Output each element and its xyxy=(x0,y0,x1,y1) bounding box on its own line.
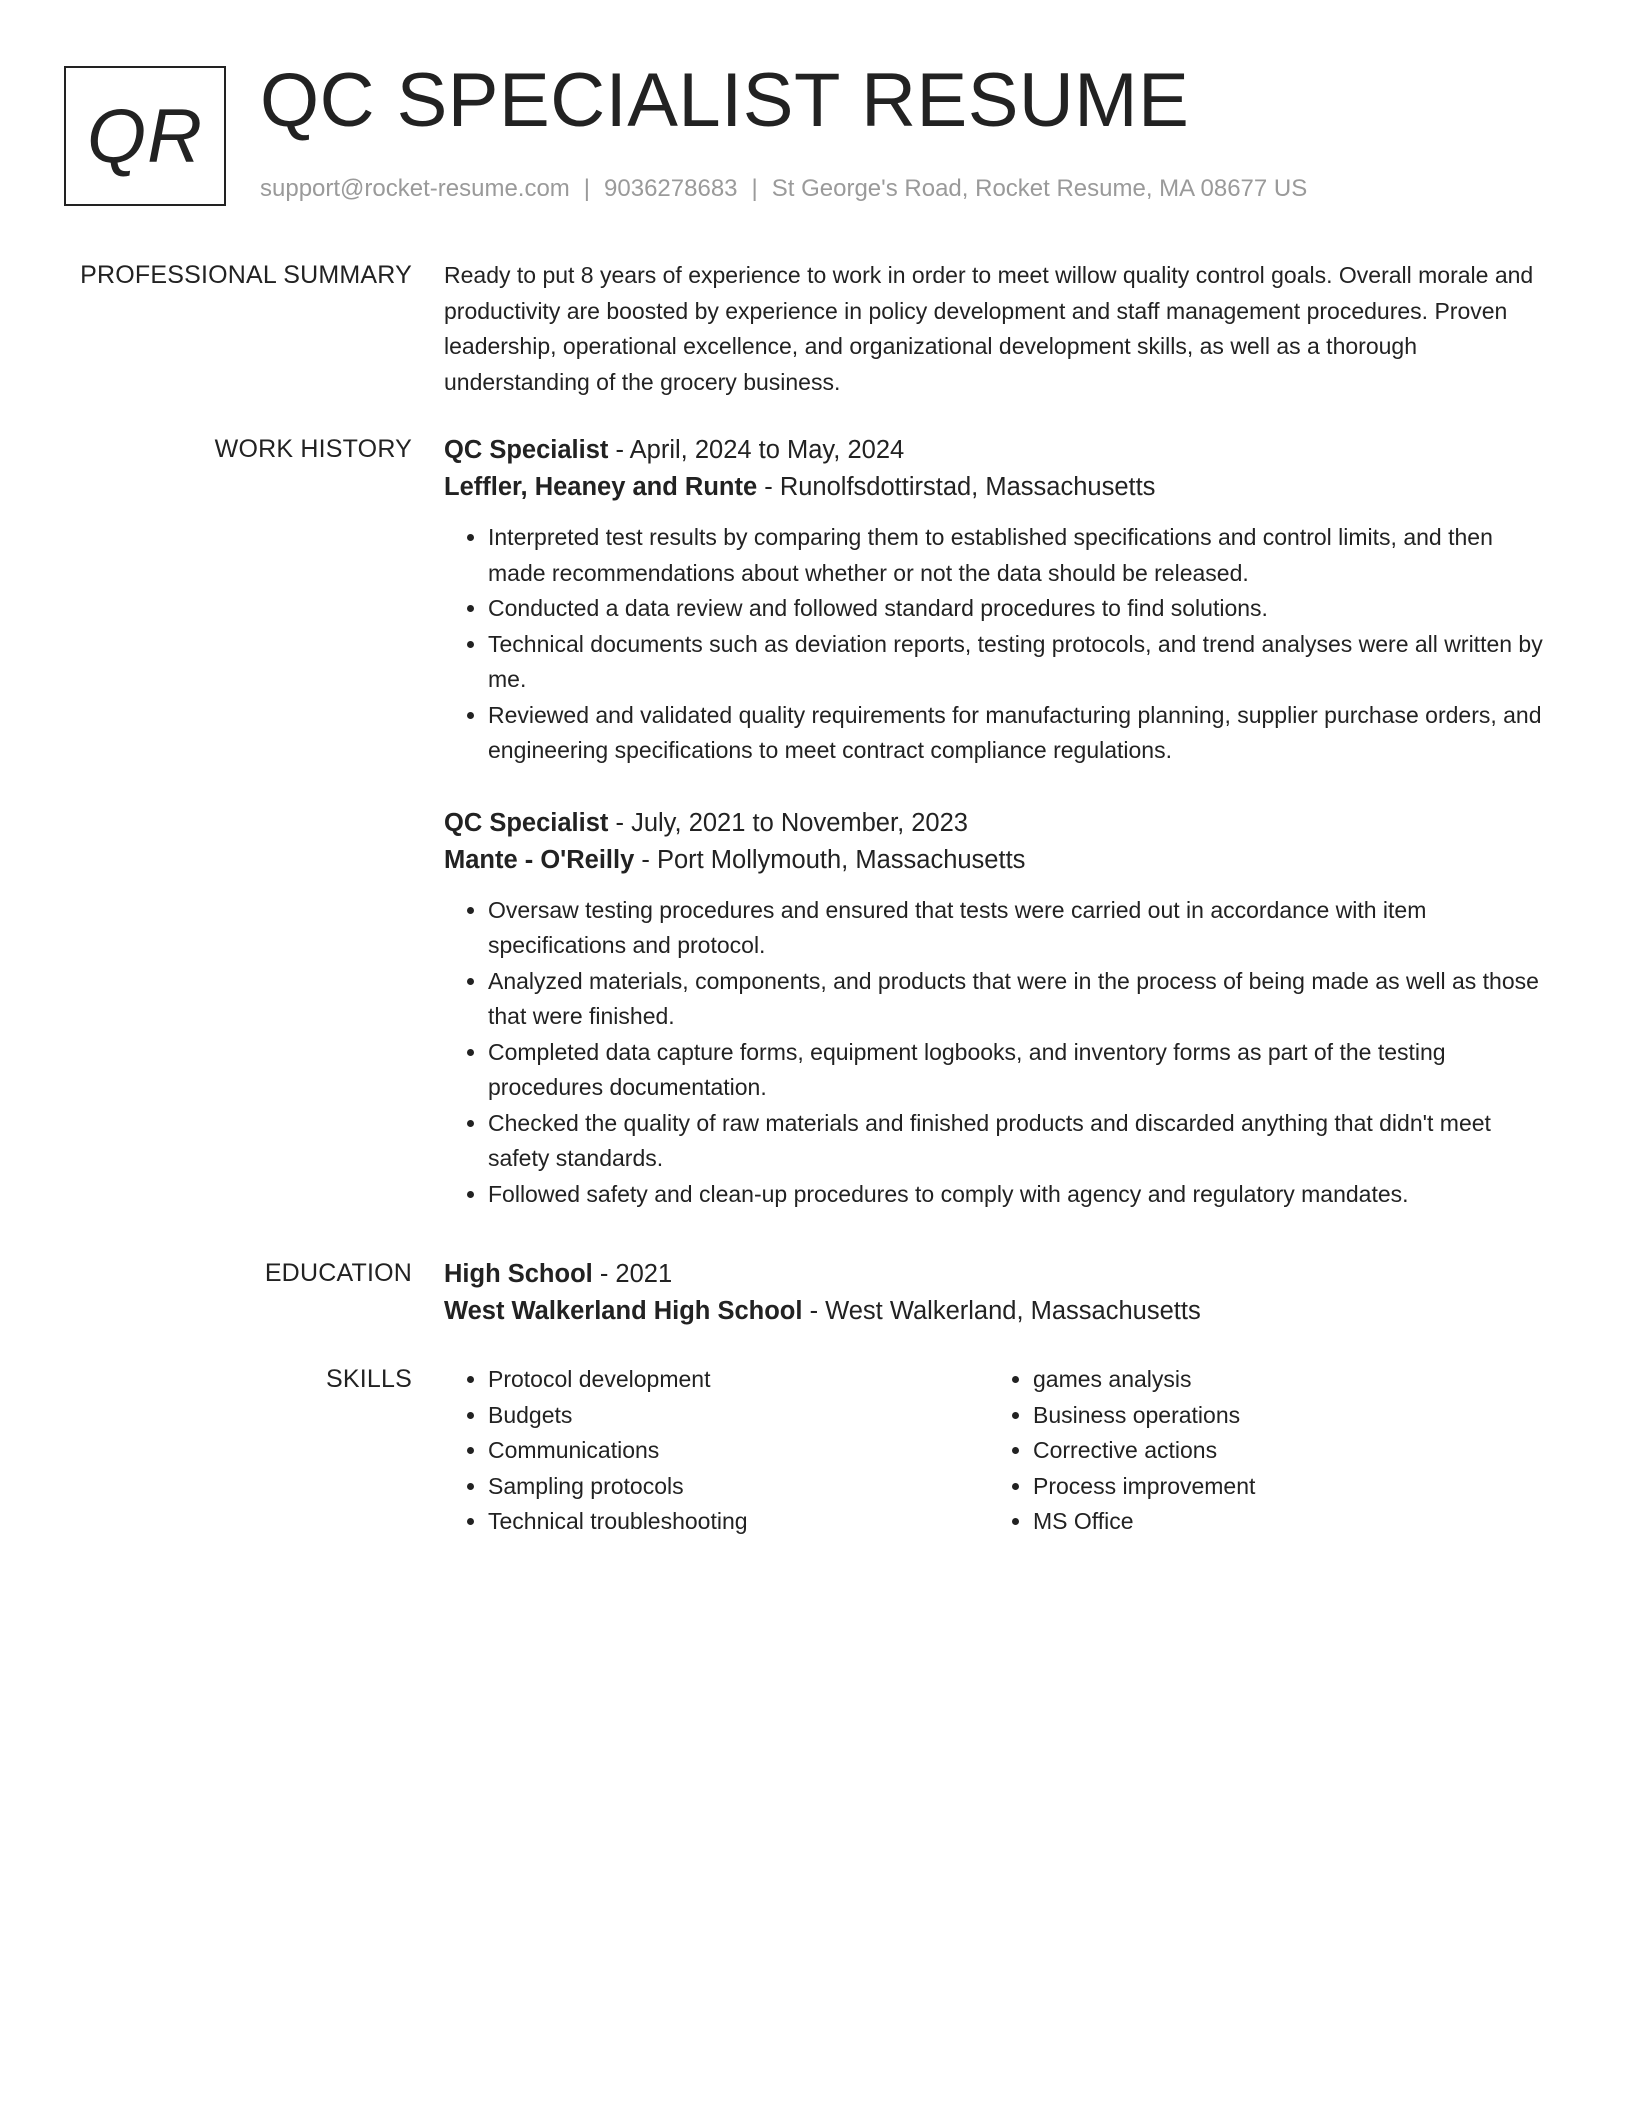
job-entry xyxy=(444,805,1554,1213)
skills-body xyxy=(444,1362,1554,1540)
skills-column-left xyxy=(444,1362,989,1540)
contact-separator: | xyxy=(751,175,758,202)
skills-grid xyxy=(444,1362,1554,1540)
education-school-line xyxy=(444,1293,1554,1330)
resume-title: QC SPECIALIST RESUME xyxy=(260,58,1190,143)
education-label: EDUCATION xyxy=(264,1259,412,1287)
skills-column-right xyxy=(989,1362,1534,1540)
skill-item: • Budgets xyxy=(488,1398,989,1434)
skill-item: • Business operations xyxy=(1033,1398,1534,1434)
job-bullet: • Checked the quality of raw materials and finished products and discarded anything that didn't meet safety standards. xyxy=(488,1106,1554,1177)
job-title-line xyxy=(444,432,1554,469)
job-dates: - July, 2021 to November, 2023 xyxy=(608,808,968,837)
job-company-line xyxy=(444,469,1554,506)
skill-item: • Technical troubleshooting xyxy=(488,1504,989,1540)
job-title-line xyxy=(444,805,1554,842)
job-title: QC Specialist xyxy=(444,436,609,464)
job-dates: - April, 2024 to May, 2024 xyxy=(608,436,905,464)
work-history-body xyxy=(444,432,1554,1212)
job-bullet: • Completed data capture forms, equipment logbooks, and inventory forms as part of the testing procedures documentation. xyxy=(488,1035,1554,1106)
education-body xyxy=(444,1256,1554,1330)
skill-item: • Communications xyxy=(488,1433,989,1469)
job-company: Leffler, Heaney and Runte xyxy=(444,473,758,501)
job-bullet: • Interpreted test results by comparing them to established specifications and control limits, and then made recommendations about whether or not the data should be released. xyxy=(488,520,1554,591)
job-bullet: • Oversaw testing procedures and ensured that tests were carried out in accordance with item specifications and protocol. xyxy=(488,893,1554,964)
job-location: - Runolfsdottirstad, Massachusetts xyxy=(757,473,1156,501)
job-bullet: • Analyzed materials, components, and products that were in the process of being made as well as those that were finished. xyxy=(488,964,1554,1035)
skills-label: SKILLS xyxy=(326,1365,412,1393)
job-bullet: • Conducted a data review and followed standard procedures to find solutions. xyxy=(488,591,1554,627)
job-entry xyxy=(444,432,1554,769)
education-degree-line xyxy=(444,1256,1554,1293)
job-location: - Port Mollymouth, Massachusetts xyxy=(634,845,1026,874)
contact-separator: | xyxy=(583,175,591,202)
contact-address: St George's Road, Rocket Resume, MA 08677 US xyxy=(771,175,1308,202)
contact-phone: 9036278683 xyxy=(604,175,738,202)
skill-item: • Protocol development xyxy=(488,1362,989,1398)
summary-text: Ready to put 8 years of experience to work in order to meet willow quality control goals. Overall morale and productivity are boosted by experience in policy development and staff management procedures. Proven leadership, operational excellence, and organizational development skills, as well as a thorough understanding of the grocery business. xyxy=(444,262,1534,395)
skill-item: • games analysis xyxy=(1033,1362,1534,1398)
skills-list xyxy=(989,1362,1534,1540)
job-bullet: • Followed safety and clean-up procedures to comply with agency and regulatory mandates. xyxy=(488,1177,1554,1213)
summary-body xyxy=(444,258,1554,400)
skill-item: • MS Office xyxy=(1033,1504,1534,1540)
skills-list xyxy=(444,1362,989,1540)
summary-label: PROFESSIONAL SUMMARY xyxy=(80,261,412,289)
education-school: West Walkerland High School xyxy=(444,1297,803,1325)
work-history-label: WORK HISTORY xyxy=(214,435,412,463)
education-location: - West Walkerland, Massachusetts xyxy=(802,1297,1201,1325)
skill-item: • Corrective actions xyxy=(1033,1433,1534,1469)
job-bullet: • Reviewed and validated quality requirements for manufacturing planning, supplier purchase orders, and engineering specifications to meet contract compliance regulations. xyxy=(488,698,1554,769)
education-year: - 2021 xyxy=(592,1260,673,1288)
contact-line xyxy=(260,172,1307,206)
education-degree: High School xyxy=(444,1260,593,1288)
job-company-line xyxy=(444,842,1554,879)
job-bullets xyxy=(444,893,1554,1213)
skill-item: • Sampling protocols xyxy=(488,1469,989,1505)
monogram-logo: QR xyxy=(64,66,226,206)
job-bullets xyxy=(444,520,1554,769)
skill-item: • Process improvement xyxy=(1033,1469,1534,1505)
job-bullet: • Technical documents such as deviation reports, testing protocols, and trend analyses were all written by me. xyxy=(488,627,1554,698)
job-company: Mante - O'Reilly xyxy=(444,845,635,874)
contact-email: support@rocket-resume.com xyxy=(260,175,570,202)
job-title: QC Specialist xyxy=(444,808,609,837)
